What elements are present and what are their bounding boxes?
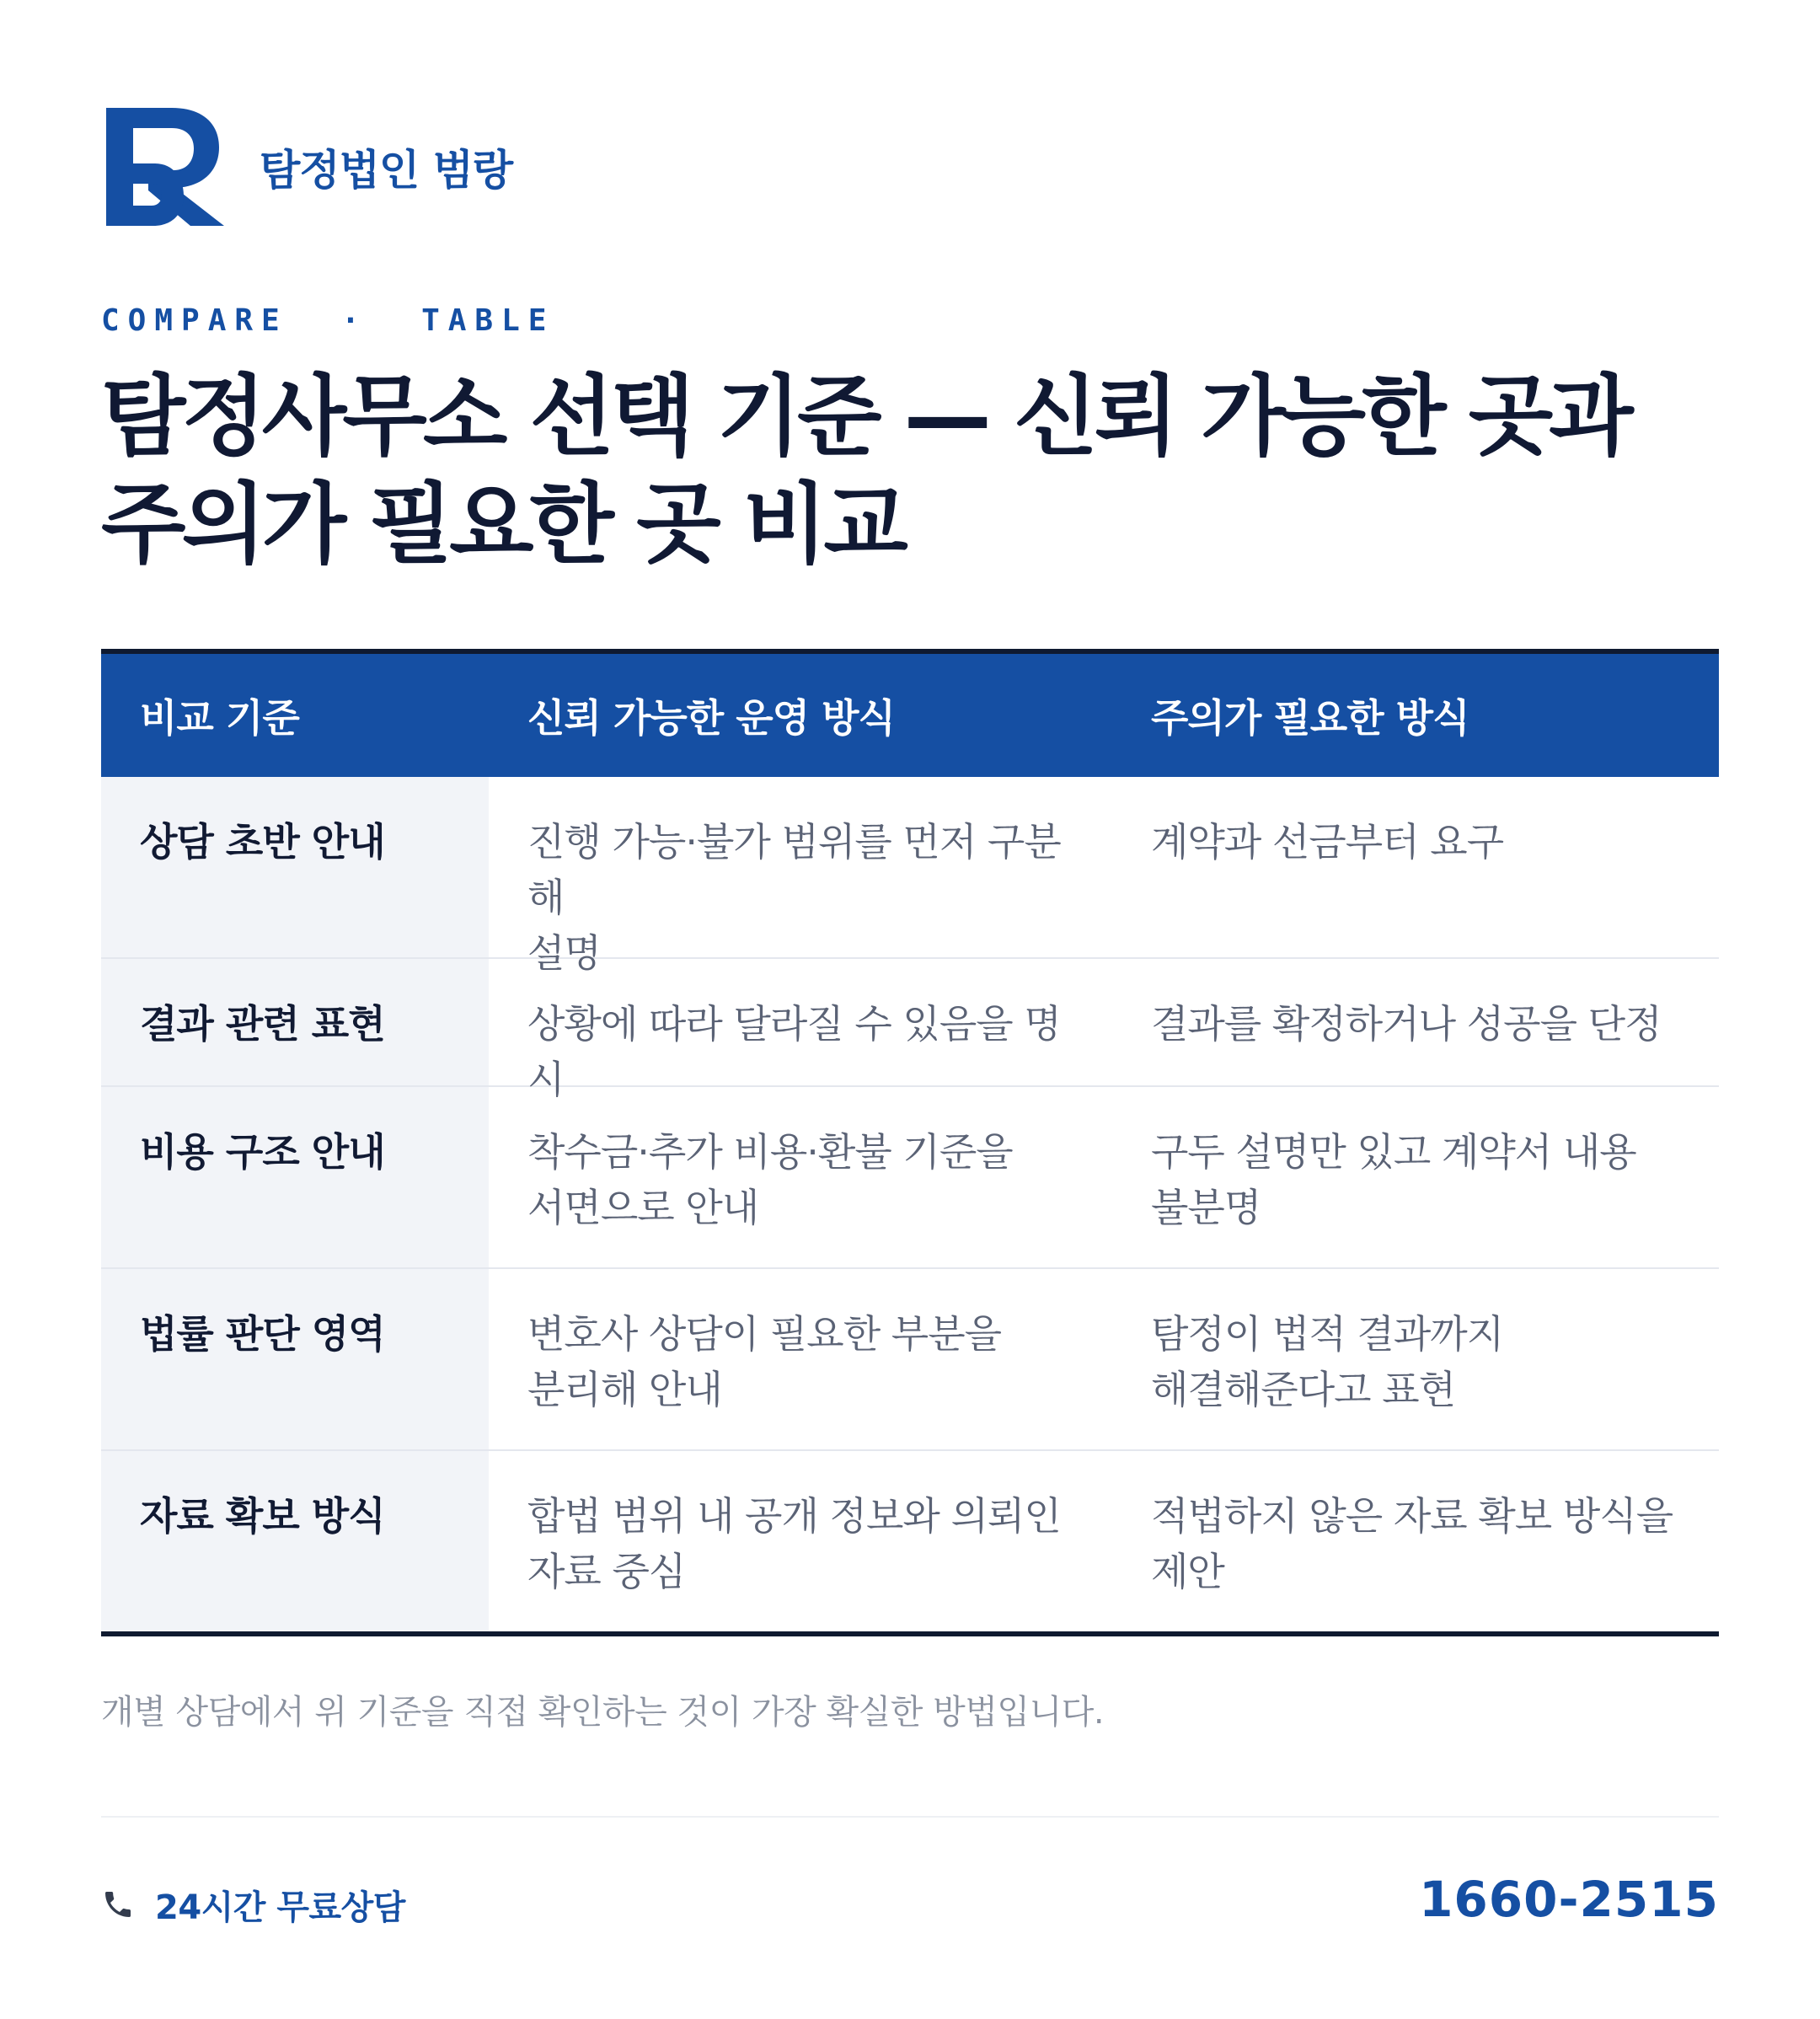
- reliable-line: 합법 범위 내 공개 정보와 의뢰인: [527, 1493, 1061, 1539]
- row-criterion: 비용 구조 안내: [101, 1087, 489, 1267]
- reliable-line: 상황에 따라 달라질 수 있음을 명시: [527, 1001, 1061, 1102]
- brand-name: 탐정법인 범랑: [260, 146, 513, 195]
- row-criterion: 법률 판단 영역: [101, 1269, 489, 1449]
- page: [101, 0, 1719, 2019]
- header-reliable: 신뢰 가능한 운영 방식: [527, 695, 895, 741]
- phone-icon: [101, 1888, 135, 1921]
- table-row: [101, 1449, 1719, 1631]
- row-caution: [1117, 959, 1719, 1085]
- caution-line: 결과를 확정하거나 성공을 단정: [1151, 1001, 1662, 1047]
- caution-line: 계약과 선금부터 요구: [1151, 819, 1504, 865]
- reliable-line: 자료 중심: [527, 1549, 686, 1594]
- table-header-row: [101, 654, 1719, 777]
- brand-header: [106, 108, 512, 226]
- header-criterion: 비교 기준: [140, 695, 299, 741]
- consult-label-group: [101, 1879, 405, 1930]
- caution-line: 제안: [1151, 1549, 1224, 1594]
- br-monogram-logo-icon: [106, 108, 224, 226]
- row-reliable: [489, 1451, 1117, 1631]
- row-caution: [1117, 1087, 1719, 1267]
- row-criterion: 상담 초반 안내: [101, 777, 489, 957]
- caution-line: 탐정이 법적 결과까지: [1151, 1311, 1504, 1357]
- eyebrow-label: COMPARE · TABLE: [101, 303, 555, 338]
- reliable-line: 서면으로 안내: [527, 1185, 759, 1230]
- reliable-line: 진행 가능·불가 범위를 먼저 구분해: [527, 819, 1061, 920]
- divider: [101, 1816, 1719, 1818]
- reliable-line: 착수금·추가 비용·환불 기준을: [527, 1129, 1013, 1175]
- row-reliable: [489, 777, 1117, 976]
- table-row: [101, 1267, 1719, 1449]
- row-reliable: [489, 959, 1117, 1102]
- reliable-line: 변호사 상담이 필요한 부분을: [527, 1311, 1002, 1357]
- reliable-line: 설명: [527, 930, 601, 976]
- row-caution: [1117, 1269, 1719, 1449]
- phone-number-link[interactable]: 1660-2515: [1419, 1871, 1719, 1928]
- table-row: [101, 1085, 1719, 1267]
- comparison-table: [101, 649, 1719, 1636]
- caution-line: 불분명: [1151, 1185, 1261, 1230]
- page-title: [101, 362, 1719, 578]
- consult-label: 24시간 무료상담: [155, 1888, 405, 1927]
- page-title-line-2: 주의가 필요한 곳 비교: [101, 473, 904, 576]
- row-reliable: [489, 1269, 1117, 1449]
- table-row: [101, 957, 1719, 1102]
- header-caution: 주의가 필요한 방식: [1151, 695, 1469, 741]
- caution-line: 구두 설명만 있고 계약서 내용: [1151, 1129, 1636, 1175]
- caution-line: 적법하지 않은 자료 확보 방식을: [1151, 1493, 1673, 1539]
- row-reliable: [489, 1087, 1117, 1267]
- footnote: 개별 상담에서 위 기준을 직접 확인하는 것이 가장 확실한 방법입니다.: [101, 1693, 1105, 1732]
- caution-line: 해결해준다고 표현: [1151, 1367, 1456, 1412]
- row-caution: [1117, 777, 1719, 957]
- row-criterion: 결과 관련 표현: [101, 959, 489, 1085]
- row-caution: [1117, 1451, 1719, 1631]
- table-row: [101, 777, 1719, 976]
- row-criterion: 자료 확보 방식: [101, 1451, 489, 1631]
- reliable-line: 분리해 안내: [527, 1367, 722, 1412]
- page-title-line-1: 탐정사무소 선택 기준 — 신뢰 가능한 곳과: [101, 365, 1630, 468]
